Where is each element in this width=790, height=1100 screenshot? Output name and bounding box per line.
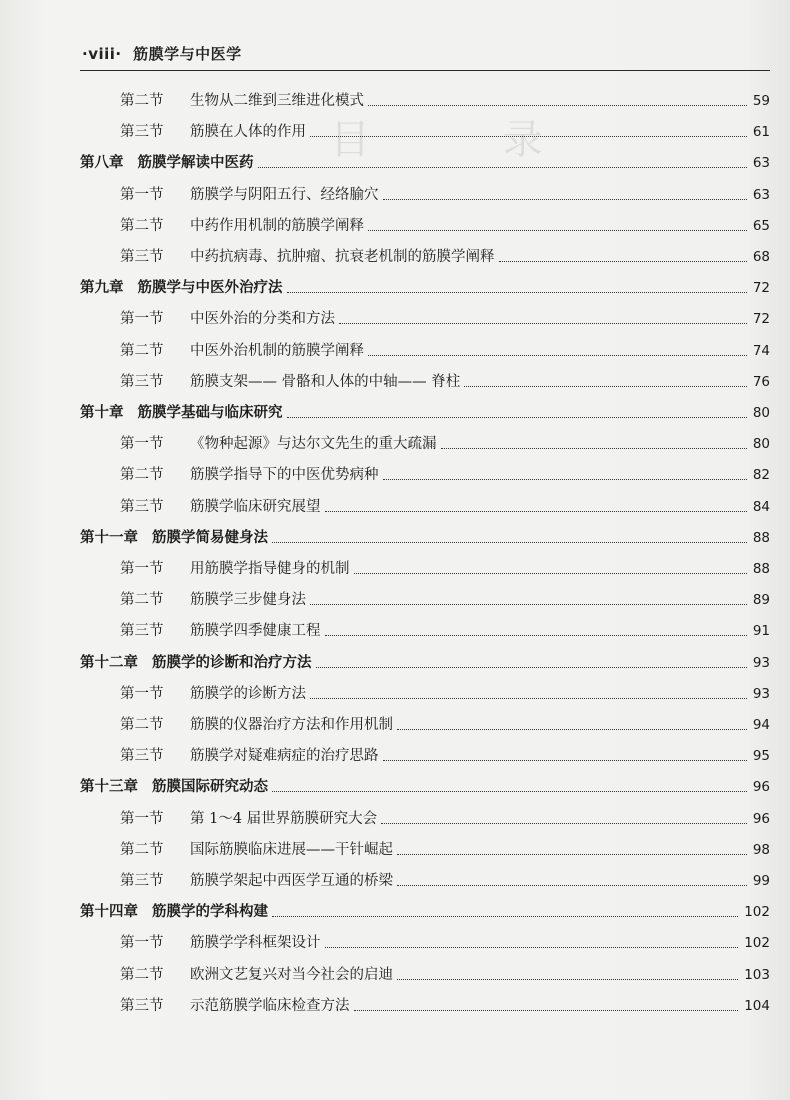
- toc-entry-label: [120, 716, 393, 734]
- page-number: 103: [744, 966, 770, 983]
- toc-entry-label: [120, 622, 321, 640]
- page-number: 63: [752, 155, 770, 172]
- toc-entry-label: [120, 997, 350, 1015]
- section-title: 筋膜学三步健身法: [190, 592, 306, 609]
- chapter-number: 第十二章: [80, 654, 138, 671]
- toc-section-row[interactable]: [120, 240, 770, 266]
- toc-section-row[interactable]: [120, 802, 770, 828]
- section-number: 第二节: [120, 342, 164, 359]
- toc-entry-label: [80, 154, 254, 172]
- page-number: 88: [752, 561, 770, 577]
- section-number: 第一节: [120, 186, 164, 203]
- section-number: 第三节: [120, 748, 164, 765]
- toc-entry-label: [80, 279, 283, 297]
- toc-section-row[interactable]: [120, 302, 770, 328]
- section-number: 第二节: [120, 467, 164, 484]
- section-title: 中医外治机制的筋膜学阐释: [190, 342, 364, 359]
- section-number: 第三节: [120, 124, 164, 141]
- chapter-number: 第十一章: [80, 529, 138, 546]
- section-title: 筋膜支架—— 骨骼和人体的中轴—— 脊柱: [190, 373, 461, 390]
- page-number: 91: [752, 623, 770, 640]
- page-number: 93: [752, 685, 770, 702]
- dot-leader: [499, 260, 747, 262]
- page-number: 96: [752, 810, 770, 827]
- toc-entry-label: [120, 498, 321, 516]
- dot-leader: [258, 166, 747, 168]
- section-number: 第三节: [120, 373, 164, 390]
- page-number: 76: [752, 373, 770, 390]
- page-number: 94: [752, 717, 770, 733]
- section-title: 中药作用机制的筋膜学阐释: [190, 217, 364, 234]
- page-number: 80: [752, 405, 770, 421]
- dot-leader: [354, 1009, 739, 1011]
- toc-chapter-row[interactable]: [80, 895, 770, 921]
- section-number: 第一节: [120, 810, 164, 827]
- toc-chapter-row[interactable]: [80, 770, 770, 796]
- section-title: 筋膜的仪器治疗方法和作用机制: [190, 717, 393, 733]
- section-title: 用筋膜学指导健身的机制: [190, 561, 350, 577]
- section-number: 第二节: [120, 592, 164, 609]
- page-number: 102: [744, 904, 770, 921]
- page-number: 96: [752, 779, 770, 796]
- toc-section-row[interactable]: [120, 739, 770, 765]
- toc-section-row[interactable]: [120, 209, 770, 235]
- toc-entry-label: [120, 342, 364, 360]
- chapter-number: 第十章: [80, 405, 124, 421]
- dot-leader: [381, 822, 747, 824]
- dot-leader: [383, 198, 747, 200]
- section-title: 筋膜学架起中西医学互通的桥梁: [190, 873, 393, 889]
- running-header: [80, 40, 770, 71]
- toc-entry-label: [120, 872, 393, 890]
- page-number: 61: [752, 124, 770, 141]
- toc-section-row[interactable]: [120, 677, 770, 703]
- dot-leader: [272, 915, 738, 917]
- dot-leader: [310, 135, 747, 137]
- toc-entry-label: [120, 217, 364, 235]
- toc-chapter-row[interactable]: [80, 646, 770, 672]
- dot-leader: [368, 354, 747, 356]
- dot-leader: [310, 603, 747, 605]
- chapter-title: 筋膜学的诊断和治疗方法: [152, 654, 312, 671]
- section-title: 示范筋膜学临床检查方法: [190, 997, 350, 1014]
- toc-entry-label: [120, 248, 495, 266]
- chapter-title: 筋膜学的学科构建: [152, 904, 268, 921]
- toc-entry-label: [120, 685, 306, 703]
- section-number: 第一节: [120, 436, 164, 453]
- dot-leader: [310, 697, 747, 699]
- header-text: [82, 43, 242, 64]
- dot-leader: [397, 884, 747, 886]
- section-number: 第一节: [120, 561, 164, 577]
- toc-chapter-row[interactable]: [80, 521, 770, 547]
- toc-entry-label: [120, 186, 379, 204]
- section-number: 第二节: [120, 217, 164, 234]
- toc-entry-label: [120, 92, 364, 110]
- toc-section-row[interactable]: [120, 552, 770, 578]
- section-title: 生物从二维到三维进化模式: [190, 93, 364, 109]
- toc-entry-label: [120, 310, 335, 328]
- chapter-number: 第十三章: [80, 779, 138, 796]
- page-number: 65: [752, 217, 770, 234]
- section-title: 中药抗病毒、抗肿瘤、抗衰老机制的筋膜学阐释: [190, 249, 495, 265]
- chapter-title: 筋膜国际研究动态: [152, 779, 268, 796]
- toc-entry-label: [120, 841, 393, 859]
- section-number: 第一节: [120, 685, 164, 702]
- dot-leader: [383, 759, 747, 761]
- page-number: 80: [752, 436, 770, 453]
- dot-leader: [325, 946, 739, 948]
- dot-leader: [325, 634, 747, 636]
- toc-section-row[interactable]: [120, 84, 770, 110]
- toc-entry-label: [120, 373, 460, 391]
- page-number: 93: [752, 654, 770, 671]
- toc-section-row[interactable]: [120, 864, 770, 890]
- toc-entry-label: [120, 123, 306, 141]
- section-title: 筋膜学临床研究展望: [190, 498, 321, 515]
- toc-entry-label: [80, 903, 268, 921]
- dot-leader: [368, 104, 747, 106]
- toc-entry-label: [80, 778, 268, 796]
- toc-entry-label: [120, 466, 379, 484]
- chapter-number: 第九章: [80, 280, 124, 297]
- section-title: 《物种起源》与达尔文先生的重大疏漏: [190, 436, 437, 453]
- page-number: 102: [744, 935, 770, 952]
- dot-leader: [287, 416, 747, 418]
- section-title: 筋膜学与阴阳五行、经络腧穴: [190, 186, 379, 203]
- dot-leader: [397, 978, 738, 980]
- page-number: 82: [752, 467, 770, 484]
- toc-entry-label: [120, 934, 321, 952]
- section-title: 筋膜学学科框架设计: [190, 935, 321, 952]
- page-number: 84: [752, 498, 770, 515]
- dot-leader: [354, 572, 747, 574]
- dot-leader: [441, 447, 747, 449]
- section-number: 第三节: [120, 873, 164, 889]
- toc-entry-label: [80, 404, 283, 422]
- toc-section-row[interactable]: [120, 427, 770, 453]
- toc-section-row[interactable]: [120, 115, 770, 141]
- toc-entry-label: [120, 591, 306, 609]
- dot-leader: [272, 541, 747, 543]
- section-title: 筋膜学对疑难病症的治疗思路: [190, 748, 379, 765]
- toc-chapter-row[interactable]: [80, 146, 770, 172]
- toc-entry-label: [120, 966, 393, 984]
- chapter-title: 筋膜学基础与临床研究: [137, 405, 283, 421]
- section-number: 第三节: [120, 997, 164, 1014]
- page-number: 74: [752, 342, 770, 359]
- page-number: 98: [752, 841, 770, 858]
- section-number: 第二节: [120, 717, 164, 733]
- dot-leader: [464, 385, 747, 387]
- dot-leader: [368, 229, 747, 231]
- toc-section-row[interactable]: [120, 583, 770, 609]
- dot-leader: [383, 478, 747, 480]
- section-title: 欧洲文艺复兴对当今社会的启迪: [190, 966, 393, 983]
- chapter-number: 第八章: [80, 155, 124, 172]
- dot-leader: [397, 853, 747, 855]
- toc-entry-label: [120, 435, 437, 453]
- section-number: 第一节: [120, 935, 164, 952]
- toc-section-row[interactable]: [120, 833, 770, 859]
- toc-section-row[interactable]: [120, 490, 770, 516]
- page-number: 72: [752, 280, 770, 297]
- toc-entry-label: [120, 560, 350, 578]
- toc-section-row[interactable]: [120, 708, 770, 734]
- toc-chapter-row[interactable]: [80, 396, 770, 422]
- section-title: 筋膜学指导下的中医优势病种: [190, 467, 379, 484]
- toc-section-row[interactable]: [120, 989, 770, 1015]
- toc-chapter-row[interactable]: [80, 271, 770, 297]
- header-book-title: 筋膜学与中医学: [133, 45, 242, 63]
- section-title: 筋膜学的诊断方法: [190, 685, 306, 702]
- page-number: 104: [744, 997, 770, 1014]
- page-number: 63: [752, 186, 770, 203]
- page-number: 68: [752, 249, 770, 265]
- toc-section-row[interactable]: [120, 365, 770, 391]
- toc-entry-label: [80, 529, 268, 547]
- toc-entry-label: [120, 747, 379, 765]
- page-number: 95: [752, 748, 770, 765]
- section-number: 第二节: [120, 93, 164, 109]
- section-number: 第三节: [120, 249, 164, 265]
- section-number: 第二节: [120, 841, 164, 858]
- toc-entry-label: [120, 810, 377, 828]
- chapter-title: 筋膜学与中医外治疗法: [137, 280, 283, 297]
- dot-leader: [339, 322, 747, 324]
- header-page-label: ·viii·: [82, 45, 122, 63]
- section-title: 筋膜学四季健康工程: [190, 623, 321, 640]
- toc-section-row[interactable]: [120, 926, 770, 952]
- section-number: 第二节: [120, 966, 164, 983]
- page-number: 88: [752, 529, 770, 546]
- dot-leader: [316, 666, 747, 668]
- page-number: 89: [752, 592, 770, 609]
- page-number: 59: [752, 93, 770, 109]
- toc-section-row[interactable]: [120, 178, 770, 204]
- chapter-title: 筋膜学解读中医药: [137, 155, 254, 172]
- section-title: 中医外治的分类和方法: [190, 311, 335, 328]
- toc-entry-label: [80, 654, 312, 672]
- page-number: 99: [752, 873, 770, 889]
- section-number: 第三节: [120, 498, 164, 515]
- dot-leader: [325, 510, 747, 512]
- dot-leader: [287, 291, 747, 293]
- show-through-mark: 目 录: [330, 117, 603, 163]
- chapter-title: 筋膜学简易健身法: [152, 529, 268, 546]
- section-title: 筋膜在人体的作用: [190, 124, 306, 141]
- section-number: 第一节: [120, 311, 164, 328]
- page-number: 72: [752, 311, 770, 328]
- chapter-number: 第十四章: [80, 904, 138, 921]
- section-title: 第 1～4 届世界筋膜研究大会: [190, 810, 378, 827]
- dot-leader: [272, 790, 747, 792]
- toc-section-row[interactable]: [120, 458, 770, 484]
- dot-leader: [397, 728, 747, 730]
- toc-section-row[interactable]: [120, 614, 770, 640]
- toc-section-row[interactable]: [120, 958, 770, 984]
- section-title: 国际筋膜临床进展——干针崛起: [190, 841, 393, 858]
- toc-section-row[interactable]: [120, 334, 770, 360]
- section-number: 第三节: [120, 623, 164, 640]
